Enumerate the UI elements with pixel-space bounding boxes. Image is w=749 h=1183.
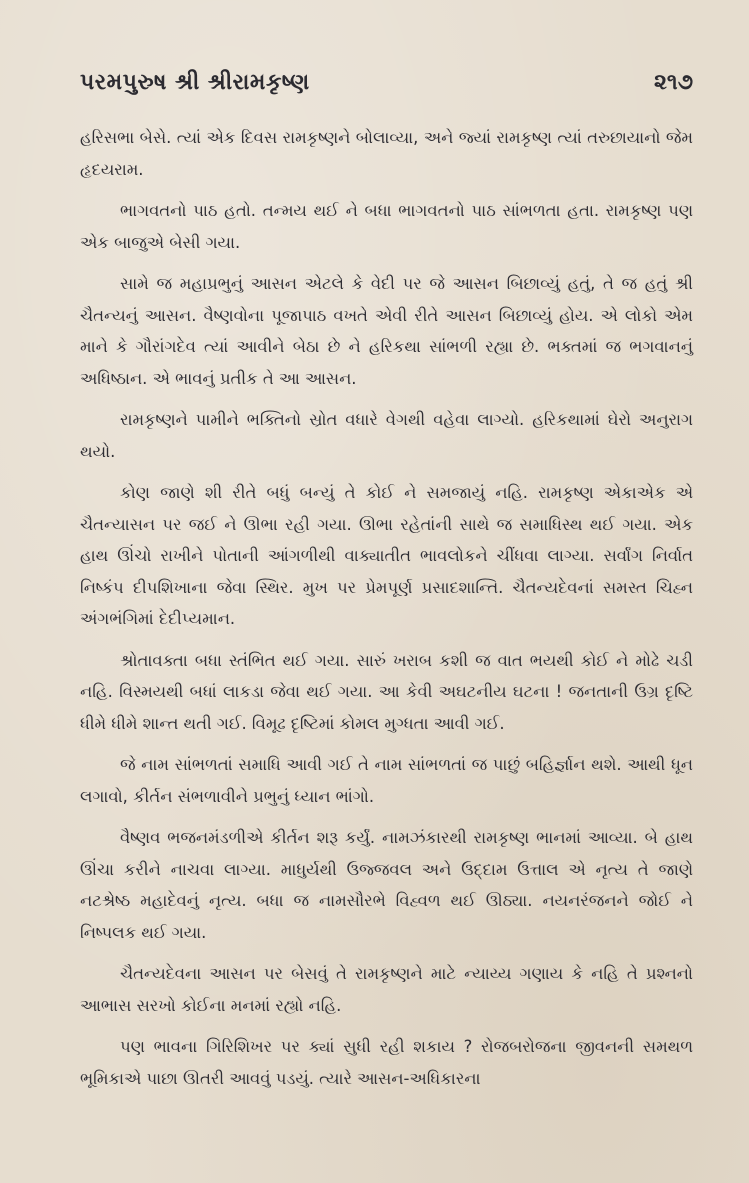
- paragraph: કોણ જાણે શી રીતે બધું બન્યું તે કોઈ ને સમજાયું નહિ. રામકૃષ્ણ એકાએક એ ચૈતન્યાસન પર જઈ ને ઊભા રહી ગયા. ઊભા રહેતાંની સાથે જ સમાધિસ્થ થઈ ગયા. એક હાથ ઊંચો રાખીને પોતાની આંગળીથી વાક્યાતીત ભાવલોકને ચીંધવા લાગ્યા. સર્વાંગ નિર્વાત નિષ્કંપ દીપશિખાના જેવા સ્થિર. મુખ પર પ્રેમપૂર્ણ પ્રસાદશાન્તિ. ચૈતન્યદેવનાં સમસ્ત ચિહ્ન અંગભંગિમાં દેદીપ્યમાન.: [80, 483, 693, 628]
- page-header: [80, 70, 693, 116]
- body-text: [80, 122, 693, 1094]
- paragraph: ચૈતન્યદેવના આસન પર બેસવું તે રામકૃષ્ણને માટે ન્યાય્ય ગણાય કે નહિ તે પ્રશ્નનો આભાસ સરખો કોઈના મનમાં રહ્યો નહિ.: [80, 964, 693, 1015]
- running-head: પરમપુરુષ શ્રી શ્રીરામકૃષ્ણ: [80, 70, 310, 95]
- paragraph: રામકૃષ્ણને પામીને ભક્તિનો સ્રોત વધારે વેગથી વહેવા લાગ્યો. હરિકથામાં ઘેરો અનુરાગ થયો.: [80, 410, 693, 461]
- page-number: ૨૧૭: [654, 70, 693, 95]
- paragraph: શ્રોતાવક્તા બધા સ્તંભિત થઈ ગયા. સારું ખરાબ કશી જ વાત ભયથી કોઈ ને મોઢે ચડી નહિ. વિસ્મયથી બધાં લાકડા જેવા થઈ ગયા. આ કેવી અઘટનીય ઘટના ! જનતાની ઉગ્ર દૃષ્ટિ ધીમે ધીમે શાન્ત થતી ગઈ. વિમૂઢ દૃષ્ટિમાં કોમલ મુગ્ધતા આવી ગઈ.: [80, 650, 693, 733]
- paragraph: જે નામ સાંભળતાં સમાધિ આવી ગઈ તે નામ સાંભળતાં જ પાછું બહિર્જ્ઞાન થશે. આથી ધૂન લગાવો, કીર્તન સંભળાવીને પ્રભુનું ધ્યાન ભાંગો.: [80, 755, 693, 806]
- paragraph: હરિસભા બેસે. ત્યાં એક દિવસ રામકૃષ્ણને બોલાવ્યા, અને જ્યાં રામકૃષ્ણ ત્યાં તરુછાયાનો જેમ હૃદયરામ.: [80, 128, 693, 179]
- paragraph: વૈષ્ણવ ભજનમંડળીએ કીર્તન શરૂ કર્યું. નામઝંકારથી રામકૃષ્ણ ભાનમાં આવ્યા. બે હાથ ઊંચા કરીને નાચવા લાગ્યા. માધુર્યથી ઉજ્જવલ અને ઉદ્દામ ઉત્તાલ એ નૃત્ય તે જાણે નટશ્રેષ્ઠ મહાદેવનું નૃત્ય. બધા જ નામસૌરભે વિહ્વળ થઈ ઊઠ્યા. નયનરંજનને જોઈ ને નિષ્પલક થઈ ગયા.: [80, 828, 693, 942]
- paragraph: સામે જ મહાપ્રભુનું આસન એટલે કે વેદી પર જે આસન બિછાવ્યું હતું, તે જ હતું શ્રી ચૈતન્યનું આસન. વૈષ્ણવોના પૂજાપાઠ વખતે એવી રીતે આસન બિછાવ્યું હોય. એ લોકો એમ માને કે ગૌરાંગદેવ ત્યાં આવીને બેઠા છે ને હરિકથા સાંભળી રહ્યા છે. ભક્તમાં જ ભગવાનનું અધિષ્ઠાન. એ ભાવનું પ્રતીક તે આ આસન.: [80, 274, 693, 388]
- paragraph: પણ ભાવના ગિરિશિખર પર ક્યાં સુધી રહી શકાય ? રોજબરોજના જીવનની સમથળ ભૂમિકાએ પાછા ઊતરી આવવું પડયું. ત્યારે આસન-અધિકારના: [80, 1037, 693, 1088]
- paragraph: ભાગવતનો પાઠ હતો. તન્મય થઈ ને બધા ભાગવતનો પાઠ સાંભળતા હતા. રામકૃષ્ણ પણ એક બાજુએ બેસી ગયા.: [80, 201, 693, 252]
